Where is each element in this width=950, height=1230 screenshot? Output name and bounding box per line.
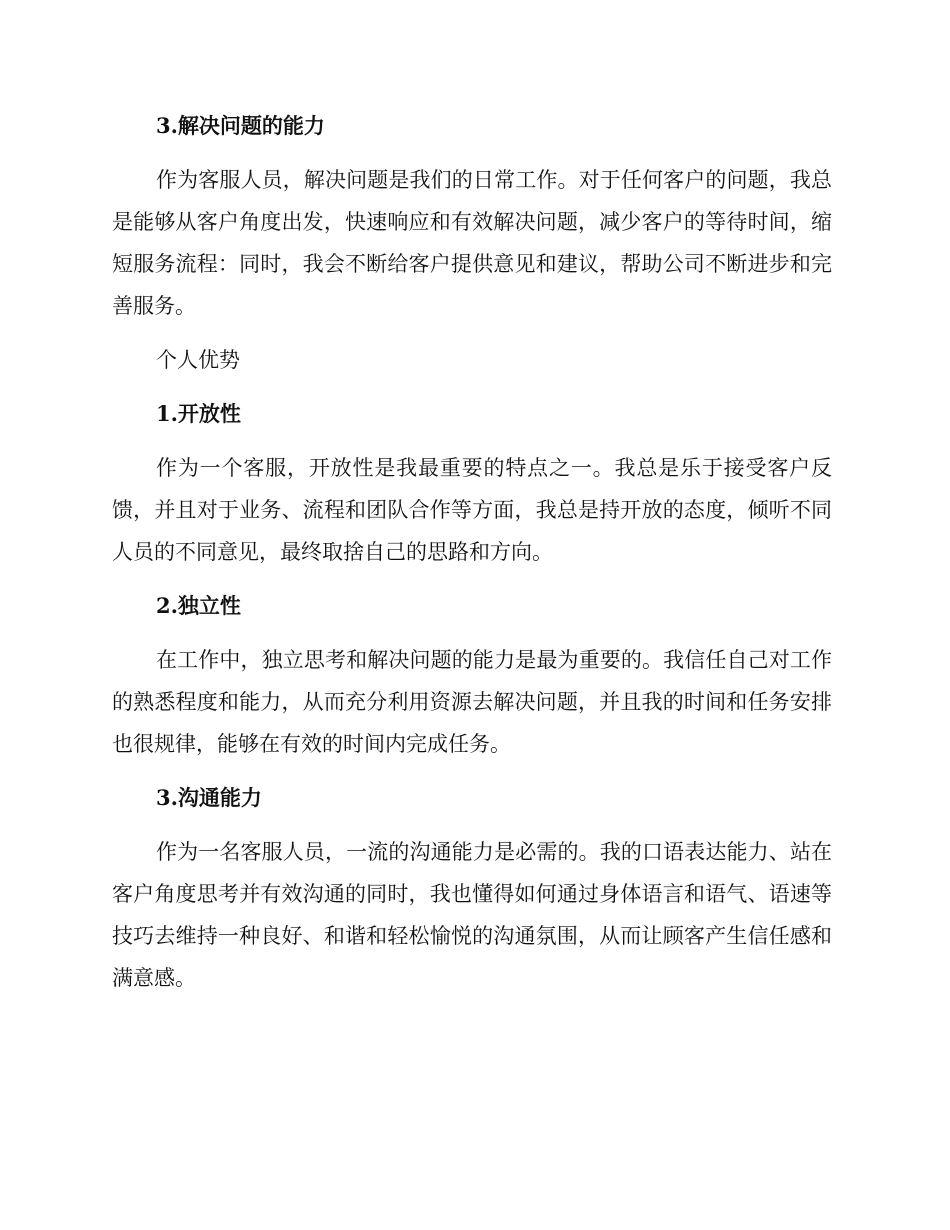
section-heading-independence: 2.独立性 — [156, 593, 241, 618]
section-heading-communication: 3.沟通能力 — [156, 785, 262, 810]
section-heading-personal-strengths: 个人优势 — [156, 348, 240, 372]
section-paragraph-communication: 作为一名客服人员，一流的沟通能力是必需的。我的口语表达能力、站在客户角度思考并有效沟通的同时，我也懂得如何通过身体语言和语气、语速等技巧去维持一种良好、和谐和轻松愉悦的沟通氛围，从而让顾客产生信任感和满意感。 — [112, 840, 832, 990]
document-body — [112, 105, 832, 999]
section-paragraph-openness: 作为一个客服，开放性是我最重要的特点之一。我总是乐于接受客户反馈，并且对于业务、流程和团队合作等方面，我总是持开放的态度，倾听不同人员的不同意见，最终取捨自己的思路和方向。 — [112, 456, 832, 564]
section-heading-problem-solving: 3.解决问题的能力 — [156, 113, 325, 138]
section-paragraph-independence: 在工作中，独立思考和解决问题的能力是最为重要的。我信任自己对工作的熟悉程度和能力，从而充分利用资源去解决问题，并且我的时间和任务安排也很规律，能够在有效的时间内完成任务。 — [112, 648, 832, 756]
section-heading-openness: 1.开放性 — [156, 401, 241, 426]
section-paragraph-problem-solving: 作为客服人员，解决问题是我们的日常工作。对于任何客户的问题，我总是能够从客户角度出发，快速响应和有效解决问题，减少客户的等待时间，缩短服务流程：同时，我会不断给客户提供意见和建议，帮助公司不断进步和完善服务。 — [112, 168, 832, 318]
